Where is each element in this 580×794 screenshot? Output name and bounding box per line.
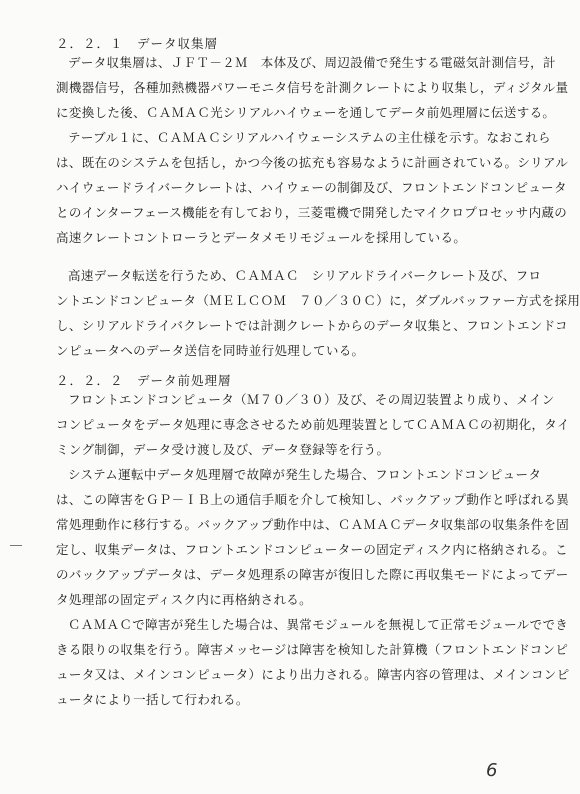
section-heading-2-2-1: ２．２．１ データ収集層 [56,36,219,51]
paragraph-line: タ処理部の固定ディスク内に再格納される。 [56,592,313,607]
paragraph-line: ュータにより一括して行われる。 [56,692,249,707]
margin-mark [10,545,22,546]
paragraph-line: に変換した後、ＣＡＭＡＣ光シリアルハイウェーを通してデータ前処理層に伝送する。 [56,105,556,120]
paragraph-line: データ収集層は、ＪＦＴ－２Ｍ 本体及び、周辺設備で発生する電磁気計測信号，計 [68,55,556,70]
paragraph-line: 常処理動作に移行する。バックアップ動作中は、ＣＡＭＡＣデータ収集部の収集条件を固 [56,517,570,532]
section-heading-2-2-2: ２．２．２ データ前処理層 [56,373,232,388]
paragraph-line: とのインターフェース機能を有しており，三菱電機で開発したマイクロプロセッサ内蔵の [56,205,568,220]
paragraph-line: は、この障害をＧＰ－ＩＢ上の通信手順を介して検知し、バックアップ動作と呼ばれる異 [56,492,570,507]
paragraph-line: は、既在のシステムを包括し，かつ今後の拡充も容易なように計画されている。シリアル [56,155,569,170]
paragraph-line: フロントエンドコンピュータ（Ｍ７０／３０）及び、その周辺装置より成り、メイン [68,392,555,407]
paragraph-line: 高速クレートコントローラとデータメモリモジュールを採用している。 [56,230,467,245]
paragraph-line: ハイウェードライバークレートは、ハイウェーの制御及び、フロントエンドコンピュータ [56,180,567,195]
paragraph-line: ミング制御，データ受け渡し及び、データ登録等を行う。 [56,442,390,457]
paragraph-line: きる限りの収集を行う。障害メッセージは障害を検知した計算機（フロントエンドコンピ [56,642,569,657]
paragraph-line: 高速データ転送を行うため、ＣＡＭＡＣ シリアルドライバークレート及び、フロ [68,268,542,283]
paragraph-line: 定し、収集データは、フロントエンドコンピューターの固定ディスク内に格納される。こ [56,542,569,557]
paragraph-line: ＣＡＭＡＣで障害が発生した場合は、異常モジュールを無視して正常モジュールででき [68,617,569,632]
paragraph-line: テーブル１に、ＣＡＭＡＣシリアルハイウェーシステムの主仕様を示す。なおこれら [68,130,551,145]
paragraph-line: ントエンドコンピュータ（ＭＥＬＣＯＭ ７０／３０Ｃ）に，ダブルバッファー方式を採用 [56,293,580,308]
paragraph-line: のバックアップデータは、データ処理系の障害が復旧した際に再収集モードによってデー [56,567,569,582]
page-number: 6 [486,760,498,781]
paragraph-line: し、シリアルドライバクレートでは計測クレートからのデータ収集と、フロントエンドコ [56,318,568,333]
paragraph-line: 測機器信号，各種加熱機器パワーモニタ信号を計測クレートにより収集し，ディジタル量 [56,80,569,95]
paragraph-line: ンピュータへのデータ送信を同時並行処理している。 [56,343,365,358]
paragraph-line: ュータ又は、メインコンピュータ）により出力される。障害内容の管理は、メインコンピ [56,667,570,682]
paragraph-line: コンピュータをデータ処理に専念させるため前処理装置としてＣＡＭＡＣの初期化，タイ [56,417,570,432]
paragraph-line: システム運転中データ処理層で故障が発生した場合、フロントエンドコンピュータ [68,467,542,482]
